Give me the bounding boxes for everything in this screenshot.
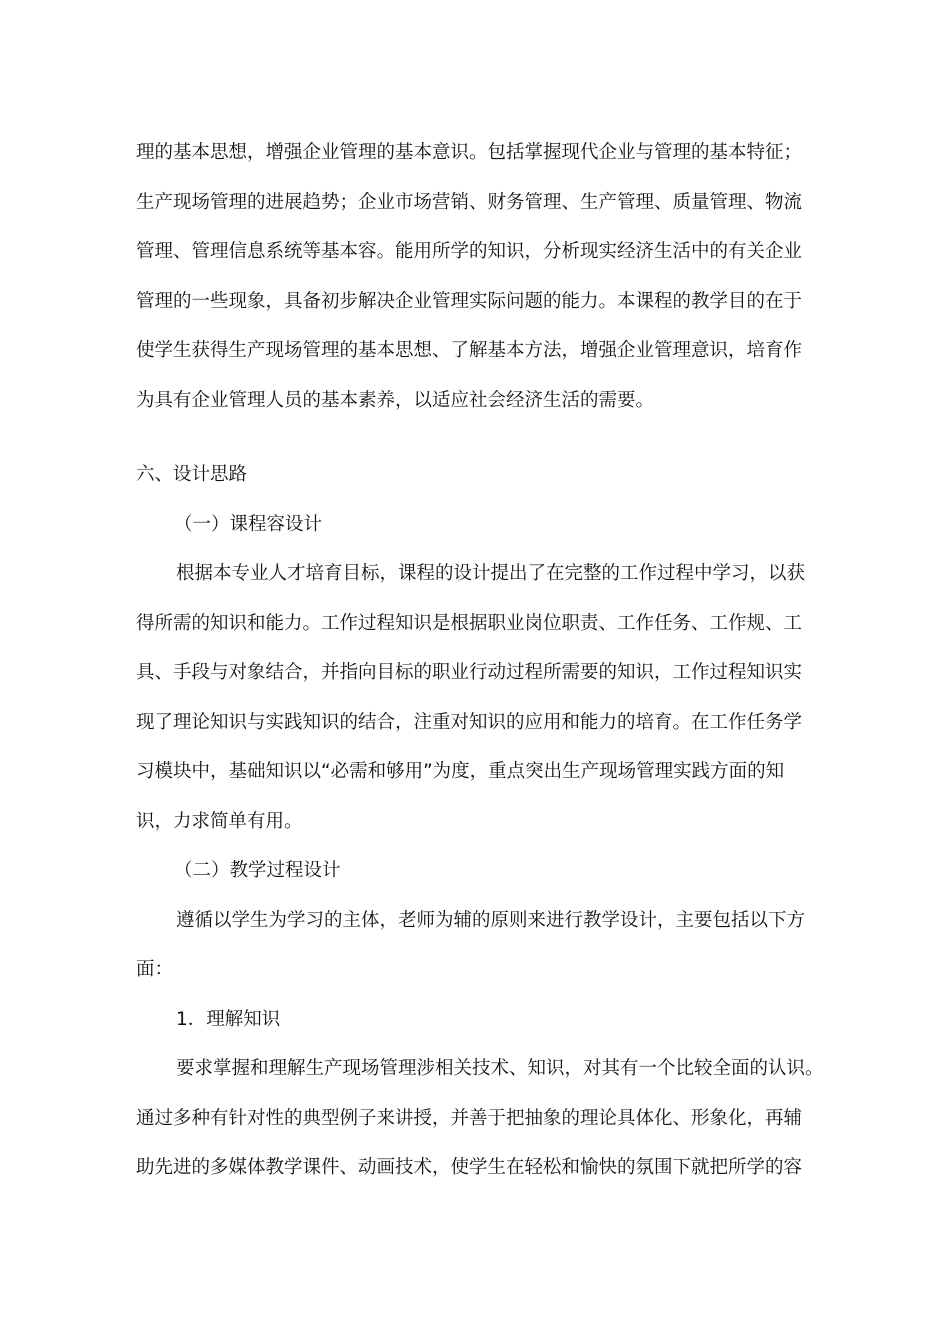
item1-line: 要求掌握和理解生产现场管理涉相关技术、知识，对其有一个比较全面的认识。	[176, 1058, 824, 1079]
intro-line: 使学生获得生产现场管理的基本思想、了解基本方法，增强企业管理意识，培育作	[136, 340, 803, 361]
sub1-line: 识，力求简单有用。	[136, 810, 303, 832]
sub1-line: 根据本专业人才培育目标，课程的设计提出了在完整的工作过程中学习，以获	[176, 563, 806, 584]
item1-line: 助先进的多媒体教学课件、动画技术，使学生在轻松和愉快的氛围下就把所学的容	[136, 1157, 803, 1178]
section-heading: 六、设计思路	[136, 464, 248, 485]
item-heading: 1．理解知识	[176, 1008, 281, 1030]
intro-line: 管理的一些现象，具备初步解决企业管理实际问题的能力。本课程的教学目的在于	[136, 290, 803, 312]
paragraph-spacer	[136, 425, 846, 450]
sub1-line: 现了理论知识与实践知识的结合，注重对知识的应用和能力的培育。在工作任务学	[136, 711, 803, 733]
sub2-line: 遵循以学生为学习的主体，老师为辅的原则来进行教学设计，主要包括以下方	[176, 909, 806, 931]
subsection-heading: （一）课程容设计	[174, 513, 323, 535]
subsection-heading: （二）教学过程设计	[174, 860, 341, 881]
intro-line: 为具有企业管理人员的基本素养，以适应社会经济生活的需要。	[136, 389, 655, 411]
sub1-line: 得所需的知识和能力。工作过程知识是根据职业岗位职责、工作任务、工作规、工	[136, 612, 803, 634]
item1-line: 通过多种有针对性的典型例子来讲授，并善于把抽象的理论具体化、形象化，再辅	[136, 1107, 803, 1129]
intro-line: 理的基本思想，增强企业管理的基本意识。包括掌握现代企业与管理的基本特征；	[136, 142, 803, 163]
sub1-line: 习模块中，基础知识以“必需和够用”为度，重点突出生产现场管理实践方面的知	[136, 761, 785, 782]
sub2-line: 面：	[136, 959, 174, 980]
intro-line: 管理、管理信息系统等基本容。能用所学的知识，分析现实经济生活中的有关企业	[136, 241, 803, 262]
document-body	[136, 128, 846, 1193]
sub1-line: 具、手段与对象结合，并指向目标的职业行动过程所需要的知识，工作过程知识实	[136, 662, 803, 683]
intro-line: 生产现场管理的进展趋势；企业市场营销、财务管理、生产管理、质量管理、物流	[136, 191, 803, 213]
